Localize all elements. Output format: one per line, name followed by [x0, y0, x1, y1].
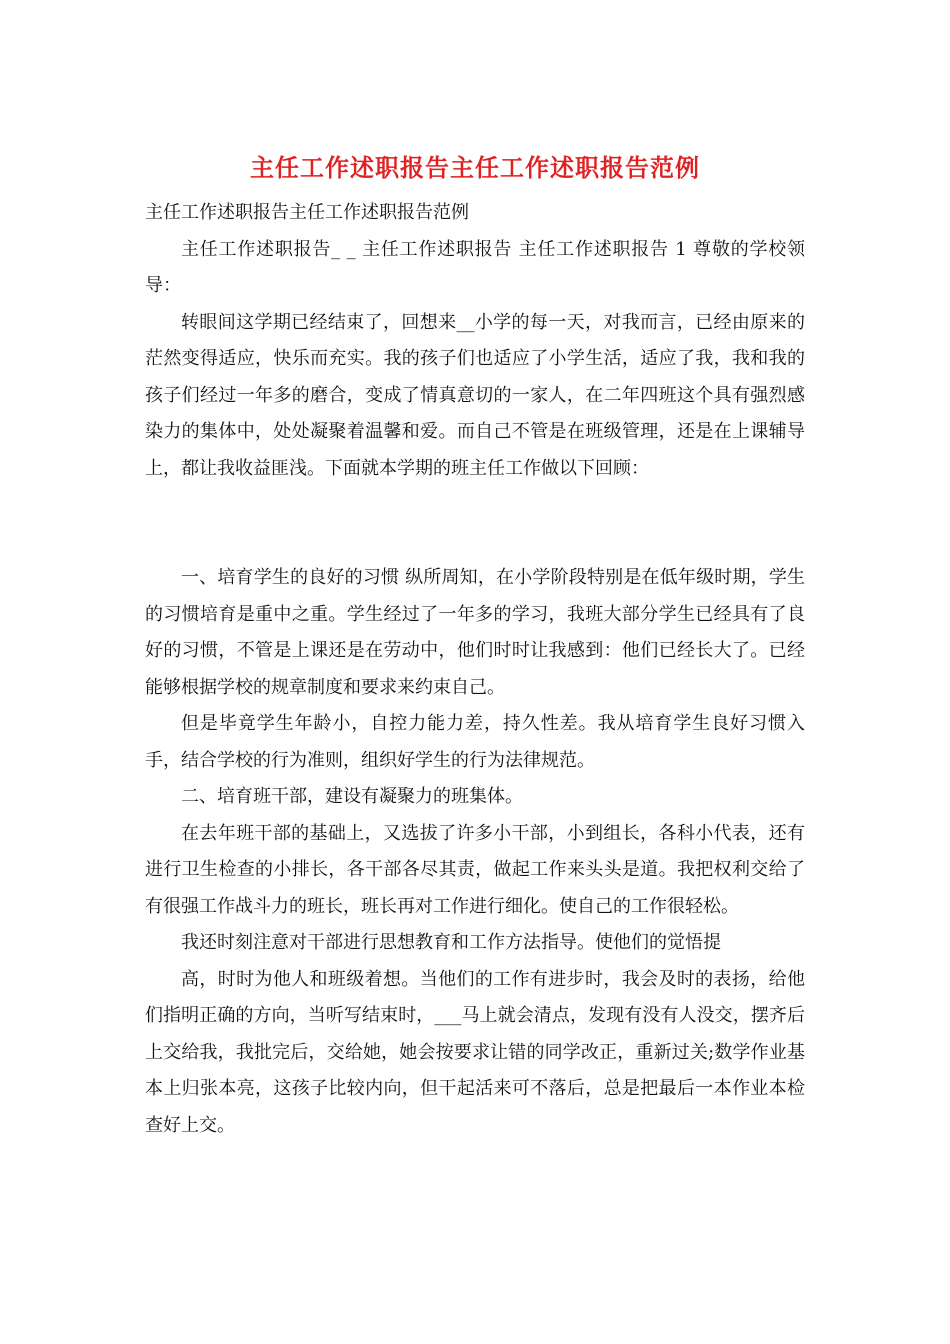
- paragraph-subtitle: 主任工作述职报告主任工作述职报告范例: [145, 202, 469, 223]
- paragraph-praise: 高，时时为他人和班级着想。当他们的工作有进步时，我会及时的表扬，给他们指明正确的方向，当听写结束时，___马上就会清点，发现有没有人没交，摆齐后上交给我，我批完后，交给她，她会按要求让错的同学改正，重新过关;数学作业基本上归张本亮，这孩子比较内向，但干起活来可不落后，总是把最后一本作业本检查好上交。: [145, 968, 805, 1136]
- paragraph-habits: 但是毕竟学生年龄小，自控力能力差，持久性差。我从培育学生良好习惯入手，结合学校的行为准则，组织好学生的行为法律规范。: [145, 713, 805, 771]
- paragraph-greeting: 主任工作述职报告_ _ 主任工作述职报告 主任工作述职报告 1 尊敬的学校领导：: [145, 238, 805, 296]
- document-title: 主任工作述职报告主任工作述职报告范例: [250, 153, 700, 182]
- paragraph-guidance: 我还时刻注意对干部进行思想教育和工作方法指导。使他们的觉悟提: [181, 932, 721, 953]
- blank-gap: [145, 487, 805, 560]
- document-body: [145, 195, 805, 1144]
- paragraph-section-two: 二、培育班干部，建设有凝聚力的班集体。: [181, 786, 523, 807]
- paragraph-section-one: 一、培育学生的良好的习惯 纵所周知，在小学阶段特别是在低年级时期，学生的习惯培育是重中之重。学生经过了一年多的学习，我班大部分学生已经具有了良好的习惯，不管是上课还是在劳动中，他们时时让我感到：他们已经长大了。已经能够根据学校的规章制度和要求来约束自己。: [145, 567, 805, 698]
- paragraph-intro: 转眼间这学期已经结束了，回想来__小学的每一天，对我而言，已经由原来的茫然变得适应，快乐而充实。我的孩子们也适应了小学生活，适应了我，我和我的孩子们经过一年多的磨合，变成了情真意切的一家人，在二年四班这个具有强烈感染力的集体中，处处凝聚着温馨和爱。而自己不管是在班级管理，还是在上课辅导上，都让我收益匪浅。下面就本学期的班主任工作做以下回顾：: [145, 311, 805, 479]
- paragraph-cadres: 在去年班干部的基础上，又选拔了许多小干部，小到组长，各科小代表，还有进行卫生检查的小排长，各干部各尽其责，做起工作来头头是道。我把权利交给了有很强工作战斗力的班长，班长再对工作进行细化。使自己的工作很轻松。: [145, 822, 805, 917]
